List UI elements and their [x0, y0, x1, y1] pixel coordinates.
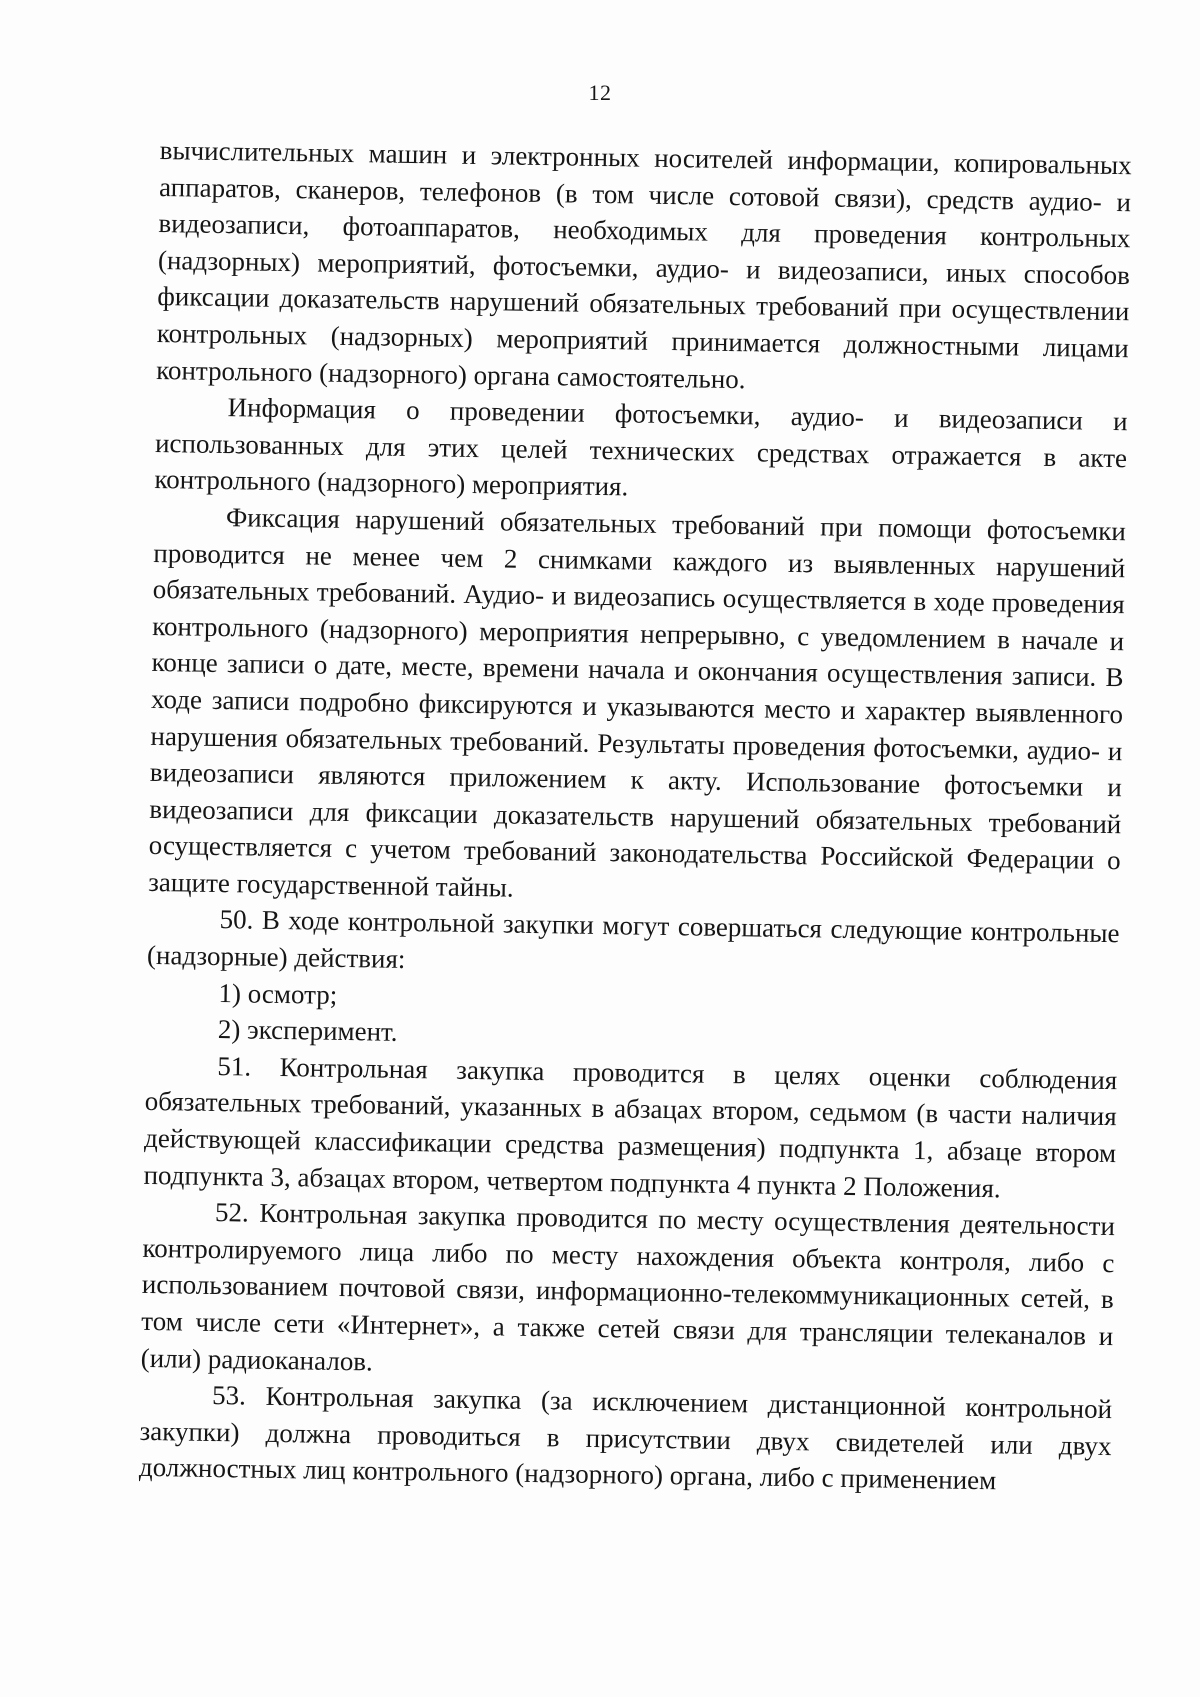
- document-body: [139, 132, 1132, 1501]
- paragraph-item-51: 51. Контрольная закупка проводится в целях оценки соблюдения обязательных требований, указанных в абзацах втором, седьмом (в части наличия действующей классификации средства размещения) подпункта 1, абзаце втором подпункта 3, абзацах втором, четвертом подпункта 4 пункта 2 Положения.: [143, 1050, 1118, 1203]
- paragraph-item-53: 53. Контрольная закупка (за исключением дистанционной контрольной закупки) должна проводиться в присутствии двух свидетелей или двух должностных лиц контрольного (надзорного) органа, либо с применением: [138, 1380, 1113, 1496]
- list-item-inspection: 1) осмотр;: [218, 977, 338, 1010]
- paragraph-item-50: 50. В ходе контрольной закупки могут совершаться следующие контрольные (надзорные) действия:: [146, 904, 1120, 975]
- paragraph-violation-fixation: Фиксация нарушений обязательных требований при помощи фотосъемки проводится не менее чем 2 снимками каждого из выявленных нарушений обязательных требований. Аудио- и видеозапись осуществляется в ходе проведения контрольного (надзорного) мероприятия непрерывно, с уведомлением в начале и конце записи о дате, месте, времени начала и окончания осуществления записи. В ходе записи подробно фиксируются и указываются место и характер выявленного нарушения обязательных требований. Результаты проведения фотосъемки, аудио- и видеозаписи являются приложением к акту. Использование фотосъемки и видеозаписи для фиксации доказательств нарушений обязательных требований осуществляется с учетом требований законодательства Российской Федерации о защите государственной тайны.: [147, 502, 1127, 903]
- page-number: 12: [588, 80, 612, 105]
- paragraph-continuation: вычислительных машин и электронных носителей информации, копировальных аппаратов, сканеров, телефонов (в том числе сотовой связи), средств аудио- и видеозаписи, фотоаппаратов, необходимых для проведения контрольных (надзорных) мероприятий, фотосъемки, аудио- и видеозаписи, иных способов фиксации доказательств нарушений обязательных требований при осуществлении контрольных (надзорных) мероприятий принимается должностными лицами контрольного (надзорного) органа самостоятельно.: [156, 134, 1132, 394]
- paragraph-item-52: 52. Контрольная закупка проводится по месту осуществления деятельности контролируемого лица либо по месту нахождения объекта контроля, либо с использованием почтовой связи, информационно-телекоммуникационных сетей, в том числе сети «Интернет», а также сетей связи для трансляции телеканалов и (или) радиоканалов.: [140, 1197, 1116, 1377]
- list-item-experiment: 2) эксперимент.: [217, 1014, 398, 1048]
- paragraph-recording-info: Информация о проведении фотосъемки, аудио- и видеозаписи и использованных для этих целей технических средствах отражается в акте контрольного (надзорного) мероприятия.: [154, 392, 1128, 502]
